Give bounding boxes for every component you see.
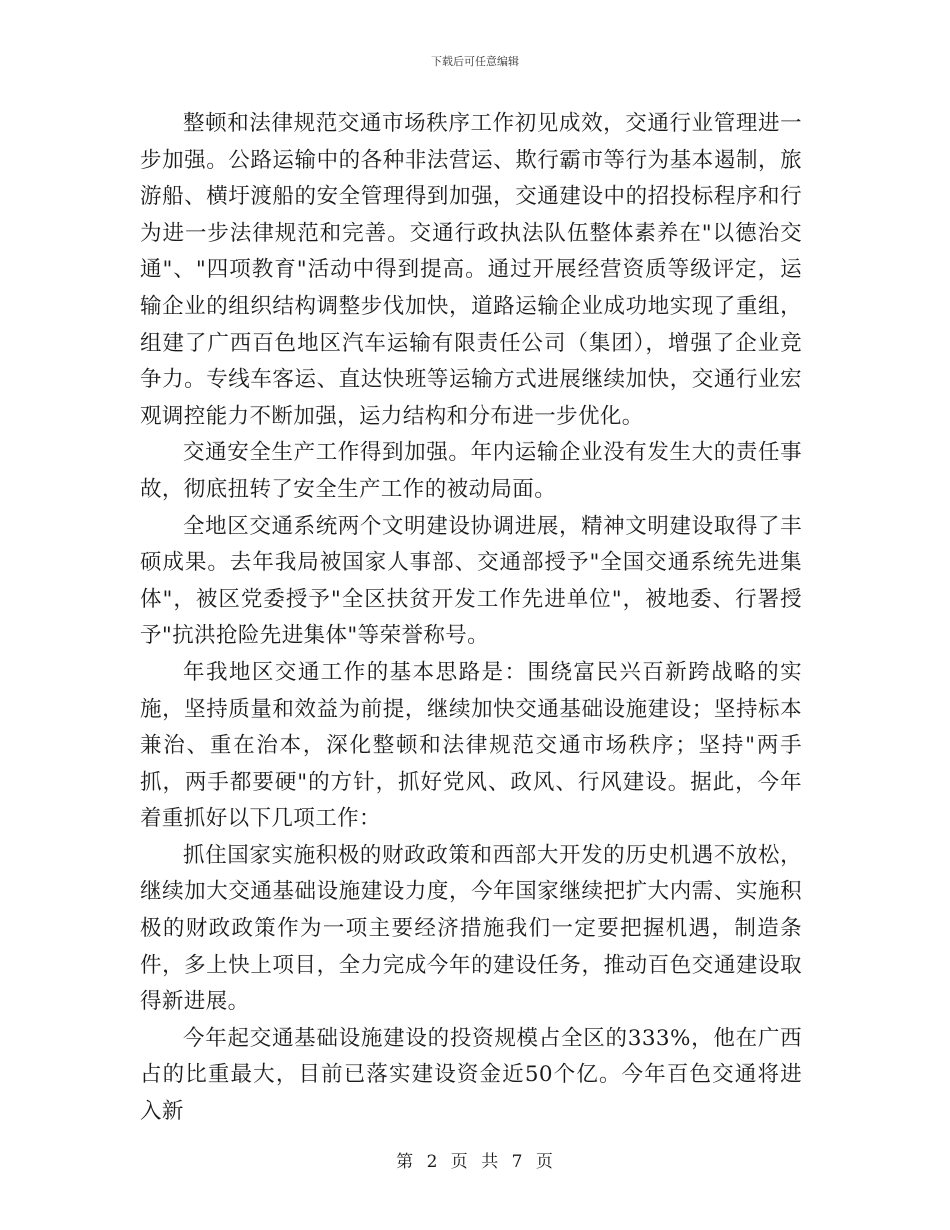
page-number: 第 2 页 共 7 页 — [396, 1152, 554, 1172]
paragraph-civilization: 全地区交通系统两个文明建设协调进展，精神文明建设取得了丰硕成果。去年我局被国家人事部、交通部授予"全国交通系统先进集体"，被区党委授予"全区扶贫开发工作先进单位"，被地委、行署授予"抗洪抢险先进集体"等荣誉称号。 — [140, 513, 802, 649]
page-header-note: 下载后可任意编辑 — [431, 55, 519, 68]
paragraph-work-plan: 年我地区交通工作的基本思路是：围绕富民兴百新跨战略的实施，坚持质量和效益为前提，继续加快交通基础设施建设；坚持标本兼治、重在治本，深化整顿和法律规范交通市场秩序；坚持"两手抓，两手都要硬"的方针，抓好党风、政风、行风建设。据此，今年着重抓好以下几项工作： — [140, 659, 802, 832]
document-body — [140, 106, 802, 1131]
paragraph-investment: 今年起交通基础设施建设的投资规模占全区的333%，他在广西占的比重最大，目前已落实建设资金近50个亿。今年百色交通将进入新 — [140, 1025, 802, 1125]
paragraph-safety: 交通安全生产工作得到加强。年内运输企业没有发生大的责任事故，彻底扭转了安全生产工作的被动局面。 — [140, 440, 802, 502]
paragraph-infrastructure: 抓住国家实施积极的财政政策和西部大开发的历史机遇不放松，继续加大交通基础设施建设力度，今年国家继续把扩大内需、实施积极的财政政策作为一项主要经济措施我们一定要把握机遇，制造条件，多上快上项目，全力完成今年的建设任务，推动百色交通建设取得新进展。 — [140, 842, 802, 1015]
paragraph-market-order: 整顿和法律规范交通市场秩序工作初见成效，交通行业管理进一步加强。公路运输中的各种非法营运、欺行霸市等行为基本遏制，旅游船、横圩渡船的安全管理得到加强，交通建设中的招投标程序和行为进一步法律规范和完善。交通行政执法队伍整体素养在"以德治交通"、"四项教育"活动中得到提高。通过开展经营资质等级评定，运输企业的组织结构调整步伐加快，道路运输企业成功地实现了重组，组建了广西百色地区汽车运输有限责任公司（集团），增强了企业竞争力。专线车客运、直达快班等运输方式进展继续加快，交通行业宏观调控能力不断加强，运力结构和分布进一步优化。 — [140, 111, 802, 429]
